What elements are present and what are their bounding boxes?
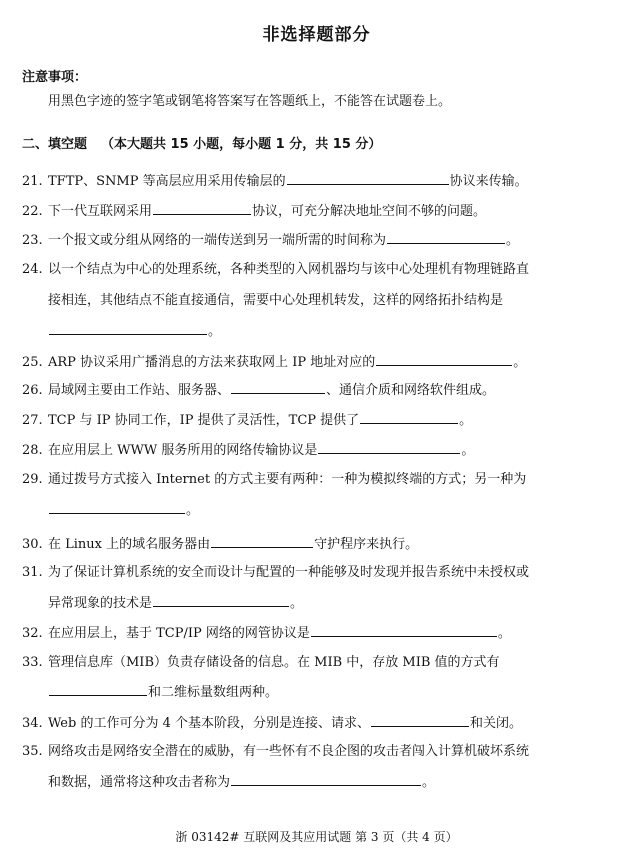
question-26: 26. 局域网主要由工作站、服务器、 、通信介质和网络软件组成。 xyxy=(22,380,495,400)
question-35-line-2: 和数据，通常将这种攻击者称为 。 xyxy=(48,772,435,792)
question-33-line-2: 和二维标量数组两种。 xyxy=(48,682,278,702)
question-number: 35. xyxy=(22,744,43,759)
question-number: 30. xyxy=(22,537,43,552)
question-29-line-2: 。 xyxy=(48,500,199,520)
question-number: 24. xyxy=(22,262,43,277)
answer-blank xyxy=(231,380,325,394)
answer-blank xyxy=(231,772,421,786)
section-title: 二、填空题 xyxy=(22,137,88,152)
question-30: 30. 在 Linux 上的域名服务器由 守护程序来执行。 xyxy=(22,534,418,554)
answer-blank xyxy=(153,201,251,215)
question-23: 23. 一个报文或分组从网络的一端传送到另一端所需的时间称为 。 xyxy=(22,230,519,250)
question-31-line-2: 异常现象的技术是 。 xyxy=(48,593,303,613)
question-25: 25. ARP 协议采用广播消息的方法来获取网上 IP 地址对应的 。 xyxy=(22,352,526,372)
page-title: 非选择题部分 xyxy=(262,25,371,45)
question-number: 32. xyxy=(22,626,43,641)
question-24-line-2: 接相连，其他结点不能直接通信，需要中心处理机转发，这样的网络拓扑结构是 xyxy=(48,293,504,308)
question-number: 21. xyxy=(22,174,43,189)
question-number: 23. xyxy=(22,233,43,248)
answer-blank xyxy=(360,410,458,424)
question-21: 21. TFTP、SNMP 等高层应用采用传输层的 协议来传输。 xyxy=(22,171,528,191)
answer-blank xyxy=(49,682,147,696)
answer-blank xyxy=(49,500,185,514)
question-34: 34. Web 的工作可分为 4 个基本阶段，分别是连接、请求、 和关闭。 xyxy=(22,713,522,733)
question-28: 28. 在应用层上 WWW 服务所用的网络传输协议是 。 xyxy=(22,440,474,460)
answer-blank xyxy=(387,230,505,244)
question-number: 28. xyxy=(22,443,43,458)
notice-heading: 注意事项： xyxy=(22,70,88,85)
answer-blank xyxy=(376,352,512,366)
question-29: 29. 通过拨号方式接入 Internet 的方式主要有两种：一种为模拟终端的方式；另一种为 xyxy=(22,472,527,487)
question-32: 32. 在应用层上，基于 TCP/IP 网络的网管协议是 。 xyxy=(22,623,511,643)
answer-blank xyxy=(318,440,460,454)
question-31: 31. 为了保证计算机系统的安全而设计与配置的一种能够及时发现并报告系统中未授权或 xyxy=(22,565,530,580)
section-heading xyxy=(22,133,381,152)
question-number: 25. xyxy=(22,355,43,370)
question-number: 22. xyxy=(22,204,43,219)
question-number: 34. xyxy=(22,716,43,731)
answer-blank xyxy=(211,534,313,548)
answer-blank xyxy=(49,321,207,335)
answer-blank xyxy=(153,593,289,607)
question-27: 27. TCP 与 IP 协同工作，IP 提供了灵活性，TCP 提供了 。 xyxy=(22,410,472,430)
question-33: 33. 管理信息库（MIB）负责存储设备的信息。在 MIB 中，存放 MIB 值的方式有 xyxy=(22,655,500,670)
question-24: 24. 以一个结点为中心的处理系统，各种类型的入网机器均与该中心处理机有物理链路直 xyxy=(22,262,530,277)
question-22: 22. 下一代互联网采用 协议，可充分解决地址空间不够的问题。 xyxy=(22,201,486,221)
question-35: 35. 网络攻击是网络安全潜在的威胁，有一些怀有不良企图的攻击者闯入计算机破坏系统 xyxy=(22,744,530,759)
section-note: （本大题共 15 小题，每小题 1 分，共 15 分） xyxy=(101,137,382,152)
question-number: 27. xyxy=(22,413,43,428)
question-number: 26. xyxy=(22,383,43,398)
question-number: 33. xyxy=(22,655,43,670)
answer-blank xyxy=(287,171,449,185)
question-24-line-3: 。 xyxy=(48,321,221,341)
question-number: 29. xyxy=(22,472,43,487)
page-footer: 浙 03142# 互联网及其应用试题 第 3 页（共 4 页） xyxy=(175,830,458,844)
question-number: 31. xyxy=(22,565,43,580)
answer-blank xyxy=(371,713,469,727)
notice-text: 用黑色字迹的签字笔或钢笔将答案写在答题纸上，不能答在试题卷上。 xyxy=(48,94,452,109)
answer-blank xyxy=(311,623,497,637)
